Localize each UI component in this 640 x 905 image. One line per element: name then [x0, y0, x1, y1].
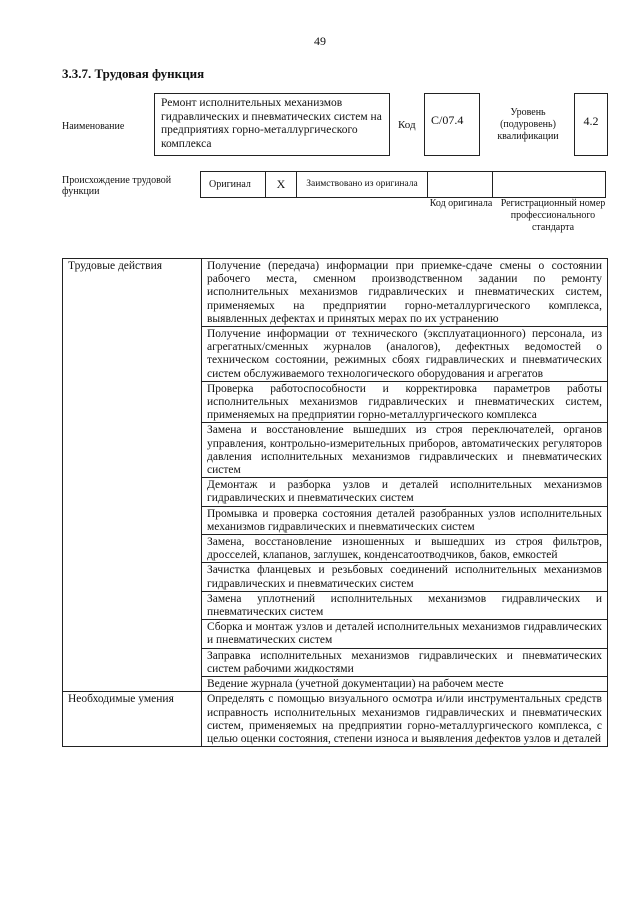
function-name-box	[154, 93, 390, 156]
level-label: Уровень (подуровень) квалификации	[497, 107, 559, 142]
section-item: Заправка исполнительных механизмов гидравлических и пневматических систем рабочими жидкостями	[202, 648, 608, 676]
section-item: Замена уплотнений исполнительных механизмов гидравлических и пневматических систем	[202, 591, 608, 619]
section-item: Промывка и проверка состояния деталей разобранных узлов исполнительных механизмов гидравлических и пневматических систем	[202, 506, 608, 534]
section-item: Сборка и монтаж узлов и деталей исполнительных механизмов гидравлических и пневматических систем	[202, 620, 608, 648]
borrowed-label-cell	[297, 172, 428, 198]
section-label: Трудовые действия	[63, 259, 202, 692]
section-item: Замена и восстановление вышедших из строя переключателей, органов управления, контрольно-измерительных приборов, автоматических регуляторов давления исполнительных механизмов гидравлических и пневматических систем	[202, 423, 608, 478]
origin-label: Происхождение трудовой функции	[62, 175, 172, 197]
code-value-box	[424, 93, 480, 156]
section-item: Проверка работоспособности и корректировка параметров работы исполнительных механизмов гидравлических и пневматических систем, применяемых на предприятии горно-металлургического комплекса	[202, 381, 608, 423]
reg-caption: Регистрационный номер профессионального стандарта	[500, 198, 606, 233]
original-label: Оригинал	[209, 179, 251, 190]
original-mark: X	[276, 177, 286, 191]
original-label-cell	[201, 172, 266, 198]
section-item: Зачистка фланцевых и резьбовых соединений исполнительных механизмов гидравлических и пневматических систем	[202, 563, 608, 591]
name-label: Наименование	[62, 121, 125, 132]
original-mark-cell	[266, 172, 297, 198]
section-title: 3.3.7. Трудовая функция	[62, 66, 205, 81]
section-item: Демонтаж и разборка узлов и деталей исполнительных механизмов гидравлических и пневматических систем	[202, 478, 608, 506]
section-item: Замена, восстановление изношенных и вышедших из строя фильтров, дросселей, клапанов, заглушек, конденсатоотводчиков, баков, емкостей	[202, 535, 608, 563]
page-number: 49	[314, 34, 326, 48]
level-value-box	[574, 93, 608, 156]
function-name-value: Ремонт исполнительных механизмов гидравлических и пневматических систем на предприятиях горно-металлургического комплекса	[161, 97, 382, 150]
section-label: Необходимые умения	[63, 692, 202, 747]
origin-table	[200, 171, 606, 198]
table-row	[63, 259, 608, 327]
code-label: Код	[398, 119, 416, 131]
borrowed-label: Заимствовано из оригинала	[306, 179, 418, 190]
reg-number-cell	[493, 172, 606, 198]
labor-function-table	[62, 258, 608, 747]
section-item: Получение (передача) информации при приемке-сдаче смены о состоянии рабочего места, сменном производственном задании по ремонту исполнительных механизмов гидравлических и пневматических систем, применяемых на предприятии горно-металлургического комплекса, выявленных дефектах и принятых мерах по их устранению	[202, 259, 608, 327]
section-item: Определять с помощью визуального осмотра и/или инструментальных средств исправность исполнительных механизмов гидравлических и пневматических систем, применяемых на предприятии горно-металлургического комплекса, с целью оценки состояния, степени износа и выявления дефектов узлов и деталей	[202, 692, 608, 747]
code-caption: Код оригинала	[429, 198, 493, 209]
origin-code-cell	[428, 172, 493, 198]
table-row	[63, 692, 608, 747]
code-value: C/07.4	[431, 113, 464, 127]
section-item: Ведение журнала (учетной документации) на рабочем месте	[202, 677, 608, 692]
section-item: Получение информации от технического (эксплуатационного) персонала, из агрегатных/сменных журналов (аналогов), дефектных ведомостей о техническом состоянии, режимных сбоях гидравлических и пневматических систем обслуживаемого технологического оборудования и агрегатов	[202, 327, 608, 382]
level-value: 4.2	[583, 114, 599, 128]
